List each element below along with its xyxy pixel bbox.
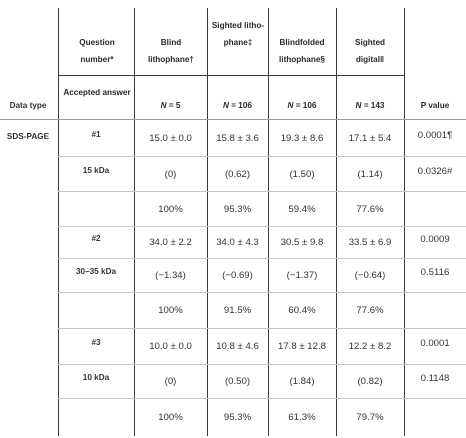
col-header-blind-lithophane: Blind lithophane† — [148, 38, 194, 64]
table-cell: 10.8 ± 4.6 — [216, 341, 259, 352]
n-count-blindfolded-lithophane: N = 106 — [287, 101, 317, 110]
table-cell: 15.8 ± 3.6 — [216, 133, 259, 144]
p-value-cell: 0.1148 — [420, 373, 450, 384]
p-value-header: P value — [420, 101, 450, 110]
table-cell: (0.82) — [357, 376, 383, 387]
row-label: 10 kDa — [82, 373, 110, 382]
p-value-cell: 0.0001¶ — [417, 130, 453, 141]
table-cell: 77.6% — [356, 204, 384, 215]
row-label — [58, 292, 134, 328]
question-number-header: Question number* — [79, 38, 115, 64]
row-label: #2 — [91, 234, 101, 243]
table-cell: (−0.64) — [354, 270, 386, 281]
table-cell: (0.50) — [224, 376, 251, 387]
col-header-blindfolded-lithophane: Blindfolded lithophane§ — [279, 38, 325, 64]
table-cell: (−1.34) — [155, 270, 186, 281]
row-label: 15 kDa — [82, 166, 110, 175]
table-cell: 17.8 ± 12.8 — [278, 341, 326, 352]
table-cell: 33.5 ± 6.9 — [348, 237, 392, 248]
table-cell: (−1.37) — [286, 270, 318, 281]
table-cell: (0.62) — [224, 169, 251, 180]
n-count-blind-lithophane: N = 5 — [160, 101, 181, 110]
row-label — [58, 398, 134, 436]
data-type-header: Data type — [9, 101, 47, 110]
table-cell: (1.50) — [289, 169, 315, 180]
table-cell: 100% — [158, 305, 183, 316]
table-cell: (0) — [164, 169, 177, 180]
header-group-rule — [58, 75, 404, 76]
table-cell: 15.0 ± 0.0 — [149, 133, 192, 144]
table-cell: 100% — [158, 412, 183, 423]
p-value-cell: 0.0009 — [420, 234, 450, 245]
p-value-cell — [404, 398, 466, 436]
table-cell: 59.4% — [288, 204, 316, 215]
row-label: #3 — [91, 338, 101, 347]
row-label: #1 — [91, 130, 101, 139]
table-cell: 91.5% — [223, 305, 252, 316]
table-cell: 60.4% — [288, 305, 316, 316]
table-cell: (1.14) — [357, 169, 383, 180]
table-cell: (0) — [164, 376, 177, 387]
row-label — [58, 191, 134, 226]
table-cell: 79.7% — [356, 412, 384, 423]
col-header-sighted-lithophane: Sighted litho-phane‡ — [211, 21, 265, 47]
p-value-cell — [404, 191, 466, 226]
accepted-answer-header: Accepted answer — [63, 88, 131, 97]
table-cell: 34.0 ± 2.2 — [149, 237, 192, 248]
table-cell: 77.6% — [356, 305, 384, 316]
table-cell: 61.3% — [288, 412, 316, 423]
table-cell: 19.3 ± 8.6 — [280, 133, 324, 144]
data-type-value: SDS-PAGE — [6, 132, 50, 141]
p-value-cell: 0.5116 — [420, 267, 450, 278]
table-cell: 12.2 ± 8.2 — [348, 341, 392, 352]
table-cell: 10.0 ± 0.0 — [149, 341, 192, 352]
p-value-cell: 0.0001 — [420, 338, 450, 349]
n-count-sighted-digital: N = 143 — [355, 101, 385, 110]
table-cell: (−0.69) — [222, 270, 253, 281]
table-cell: 95.3% — [223, 204, 252, 215]
table-cell: 95.3% — [223, 412, 252, 423]
table-cell: 100% — [158, 204, 183, 215]
row-label: 30–35 kDa — [75, 267, 117, 276]
col-header-sighted-digital: Sighted digital‖ — [354, 38, 386, 64]
table-cell: 17.1 ± 5.4 — [348, 133, 392, 144]
table-cell: 34.0 ± 4.3 — [216, 237, 259, 248]
n-count-sighted-lithophane: N = 106 — [223, 101, 252, 110]
table-cell: 30.5 ± 9.8 — [280, 237, 324, 248]
table-cell: (1.84) — [289, 376, 315, 387]
p-value-cell: 0.0326# — [417, 166, 453, 177]
p-value-cell — [404, 292, 466, 328]
